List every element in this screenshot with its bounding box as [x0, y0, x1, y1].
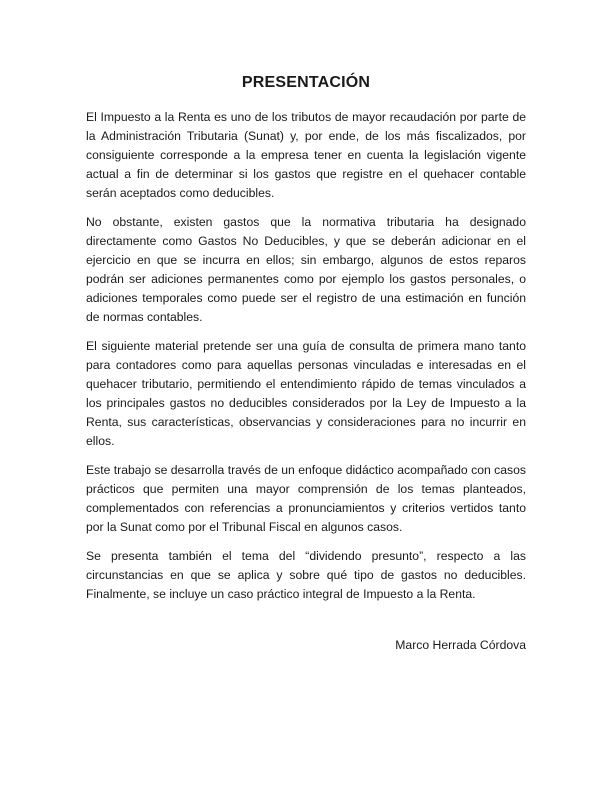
page-title: PRESENTACIÓN — [241, 74, 371, 91]
paragraph-1: El Impuesto a la Renta es uno de los tributos de mayor recaudación por parte de la Administración Tributaria (Sunat) y, por ende, de los más fiscalizados, por consiguiente corresponde a la empresa tener en cuenta la legislación vigente actual a fin de determinar si los gastos que registre en el quehacer contable serán aceptados como deducibles. — [86, 110, 526, 200]
author-signature: Marco Herrada Córdova — [395, 638, 526, 652]
paragraph-4: Este trabajo se desarrolla través de un enfoque didáctico acompañado con casos prácticos que permiten una mayor comprensión de los temas planteados, complementados con referencias a pronunciamientos y criterios vertidos tanto por la Sunat como por el Tribunal Fiscal en algunos casos. — [86, 463, 526, 534]
paragraph-5: Se presenta también el tema del “dividendo presunto”, respecto a las circunstancias en que se aplica y sobre qué tipo de gastos no deducibles. Finalmente, se incluye un caso práctico integral de Impuesto a la Renta. — [86, 549, 526, 601]
paragraph-2: No obstante, existen gastos que la normativa tributaria ha designado directamente como Gastos No Deducibles, y que se deberán adicionar en el ejercicio en que se incurra en ellos; sin embargo, algunos de estos reparos podrán ser adiciones permanentes como por ejemplo los gastos personales, o adiciones temporales como puede ser el registro de una estimación en función de normas contables. — [86, 215, 526, 324]
paragraph-3: El siguiente material pretende ser una guía de consulta de primera mano tanto para contadores como para aquellas personas vinculadas e interesadas en el quehacer tributario, permitiendo el entendimiento rápido de temas vinculados a los principales gastos no deducibles considerados por la Ley de Impuesto a la Renta, sus características, observancias y consideraciones para no incurrir en ellos. — [86, 339, 526, 448]
